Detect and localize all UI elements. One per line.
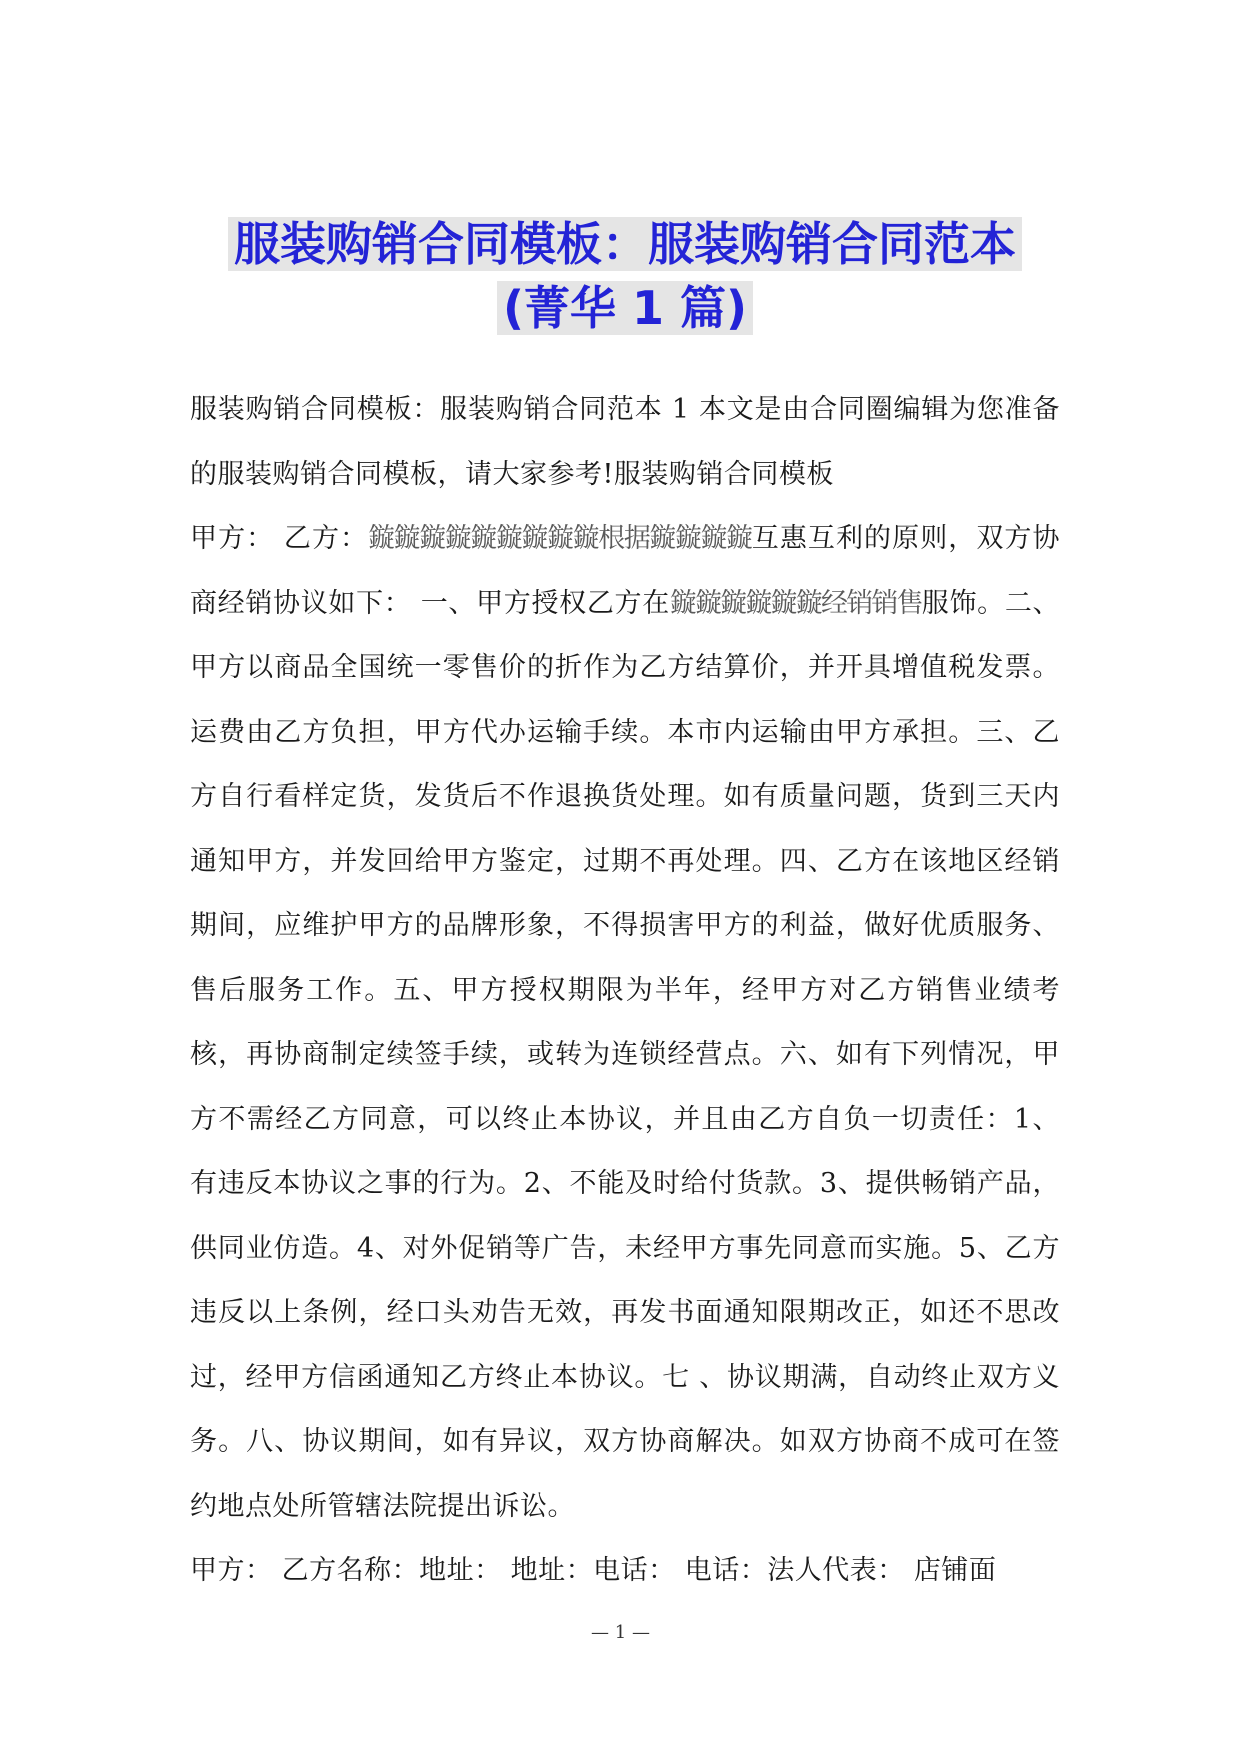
title-line-2 xyxy=(190,276,1060,340)
document-title xyxy=(190,212,1060,340)
garbled-text-1: 鏇鏇鏇鏇鏇鏇鏇鏇鏇根据鏇鏇鏇鏇 xyxy=(368,523,752,554)
title-line-2-text: (菁华 1 篇) xyxy=(497,281,753,335)
intro-paragraph: 服装购销合同模板：服装购销合同范本 1 本文是由合同圈编辑为您准备的服装购销合同模板，请大家参考!服装购销合同模板 xyxy=(190,394,1060,490)
parties-prefix: 甲方： 乙方： xyxy=(190,523,369,554)
parties-suffix: 互惠互利的原则，双方协商经销协议如下： 一、甲方授权乙方在 xyxy=(190,523,1061,619)
main-clauses: 服饰。二、甲方以商品全国统一零售价的折作为乙方结算价，并开具增值税发票。运费由乙方负担，甲方代办运输手续。本市内运输由甲方承担。三、乙方自行看样定货，发货后不作退换货处理。如有质量问题，货到三天内通知甲方，并发回给甲方鉴定，过期不再处理。四、乙方在该地区经销期间，应维护甲方的品牌形象，不得损害甲方的利益，做好优质服务、售后服务工作。五、甲方授权期限为半年，经甲方对乙方销售业绩考核，再协商制定续签手续，或转为连锁经营点。六、如有下列情况，甲方不需经乙方同意，可以终止本协议，并且由乙方自负一切责任：1、有违反本协议之事的行为。2、不能及时给付货款。3、提供畅销产品，供同业仿造。4、对外促销等广告，未经甲方事先同意而实施。5、乙方违反以上条例，经口头劝告无效，再发书面通知限期改正，如还不思改过，经甲方信函通知乙方终止本协议。七 、协议期满，自动终止双方义务。八、协议期间，如有异议，双方协商解决。如双方协商不成可在签约地点处所管辖法院提出诉讼。 xyxy=(190,587,1061,1522)
garbled-text-2: 鏇鏇鏇鏇鏇鏇经销销售 xyxy=(669,587,922,619)
signature-line: 甲方： 乙方名称：地址： 地址：电话： 电话：法人代表： 店铺面 xyxy=(190,1555,997,1586)
page-number: — 1 — xyxy=(591,1622,650,1643)
contract-paragraph xyxy=(190,507,1060,1539)
document-body xyxy=(190,378,1060,1604)
title-line-1 xyxy=(190,212,1060,276)
title-line-1-text: 服装购销合同模板：服装购销合同范本 xyxy=(228,217,1022,271)
